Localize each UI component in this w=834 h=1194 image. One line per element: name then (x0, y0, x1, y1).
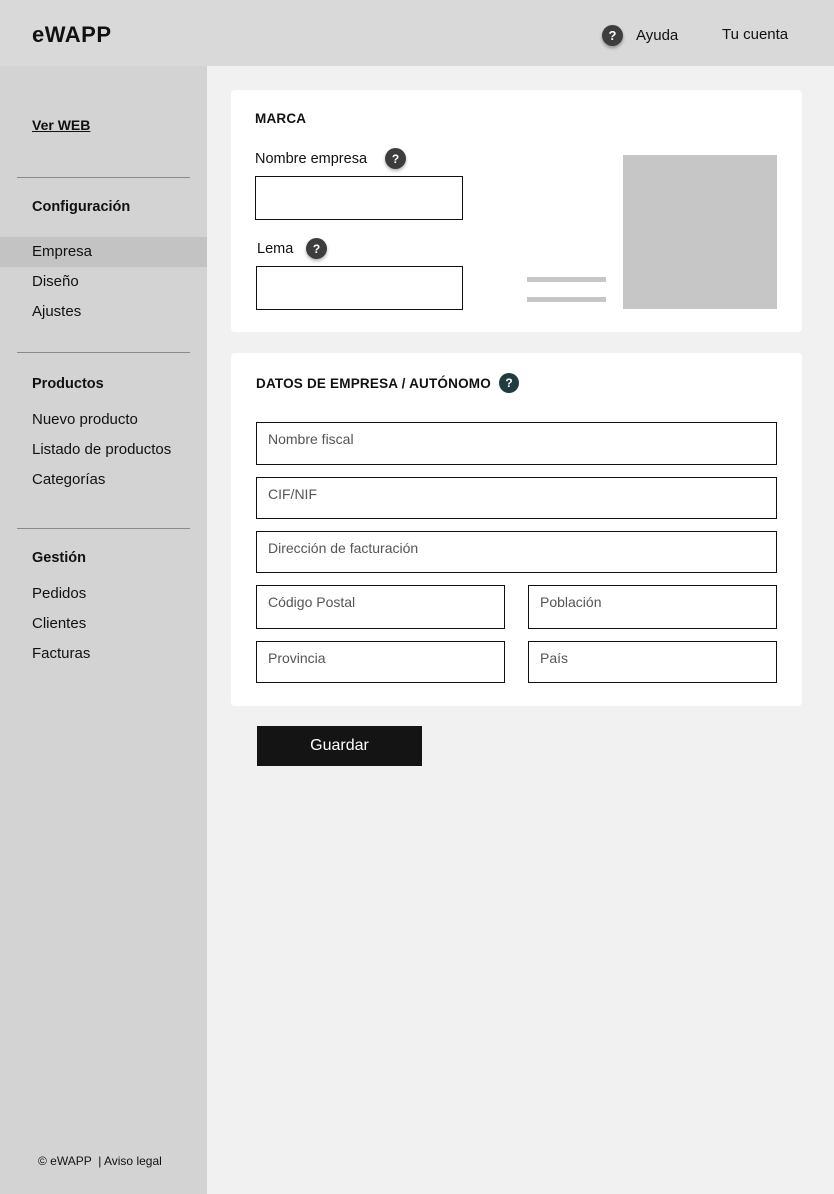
logo-image-placeholder[interactable] (623, 155, 777, 309)
slogan-preview-line (527, 277, 606, 282)
sidebar-item-empresa[interactable]: Empresa (0, 237, 207, 267)
app-logo[interactable]: eWAPP (32, 22, 112, 47)
help-icon[interactable]: ? (602, 25, 623, 46)
company-name-help-icon[interactable]: ? (385, 148, 406, 169)
company-name-input[interactable] (255, 176, 463, 220)
province-input[interactable]: Provincia (256, 641, 505, 683)
sidebar-item-facturas[interactable]: Facturas (32, 645, 91, 662)
slogan-input[interactable] (256, 266, 463, 310)
company-data-title: DATOS DE EMPRESA / AUTÓNOMO (256, 376, 491, 391)
help-label[interactable]: Ayuda (636, 27, 679, 44)
tax-id-input[interactable]: CIF/NIF (256, 477, 777, 519)
sidebar (0, 66, 207, 1194)
top-header (0, 0, 834, 66)
account-link[interactable]: Tu cuenta (722, 26, 789, 43)
sidebar-heading-productos: Productos (32, 376, 104, 392)
sidebar-item-diseno[interactable]: Diseño (32, 273, 79, 290)
sidebar-item-ajustes[interactable]: Ajustes (32, 303, 82, 320)
sidebar-divider (17, 177, 190, 178)
slogan-preview-line (527, 297, 606, 302)
slogan-help-icon[interactable]: ? (306, 238, 327, 259)
company-data-help-icon[interactable]: ? (499, 373, 519, 393)
sidebar-item-listado-productos[interactable]: Listado de productos (32, 441, 172, 458)
sidebar-footer[interactable]: © eWAPP | Aviso legal (38, 1154, 162, 1168)
sidebar-item-categorias[interactable]: Categorías (32, 471, 106, 488)
brand-card (231, 90, 802, 332)
company-name-label: Nombre empresa (255, 151, 368, 167)
sidebar-item-clientes[interactable]: Clientes (32, 615, 87, 632)
slogan-label: Lema (257, 241, 294, 257)
country-input[interactable]: País (528, 641, 777, 683)
billing-address-input[interactable]: Dirección de facturación (256, 531, 777, 573)
save-button[interactable]: Guardar (257, 726, 422, 766)
sidebar-item-pedidos[interactable]: Pedidos (32, 585, 87, 602)
city-input[interactable]: Población (528, 585, 777, 629)
postal-code-input[interactable]: Código Postal (256, 585, 505, 629)
sidebar-divider (17, 528, 190, 529)
company-data-card (231, 353, 802, 706)
fiscal-name-input[interactable]: Nombre fiscal (256, 422, 777, 465)
sidebar-item-nuevo-producto[interactable]: Nuevo producto (32, 411, 138, 428)
view-web-link[interactable]: Ver WEB (32, 117, 91, 133)
help-link[interactable] (602, 25, 678, 46)
sidebar-heading-configuracion: Configuración (32, 199, 131, 215)
sidebar-heading-gestion: Gestión (32, 550, 86, 566)
sidebar-divider (17, 352, 190, 353)
brand-card-title: MARCA (255, 111, 307, 126)
